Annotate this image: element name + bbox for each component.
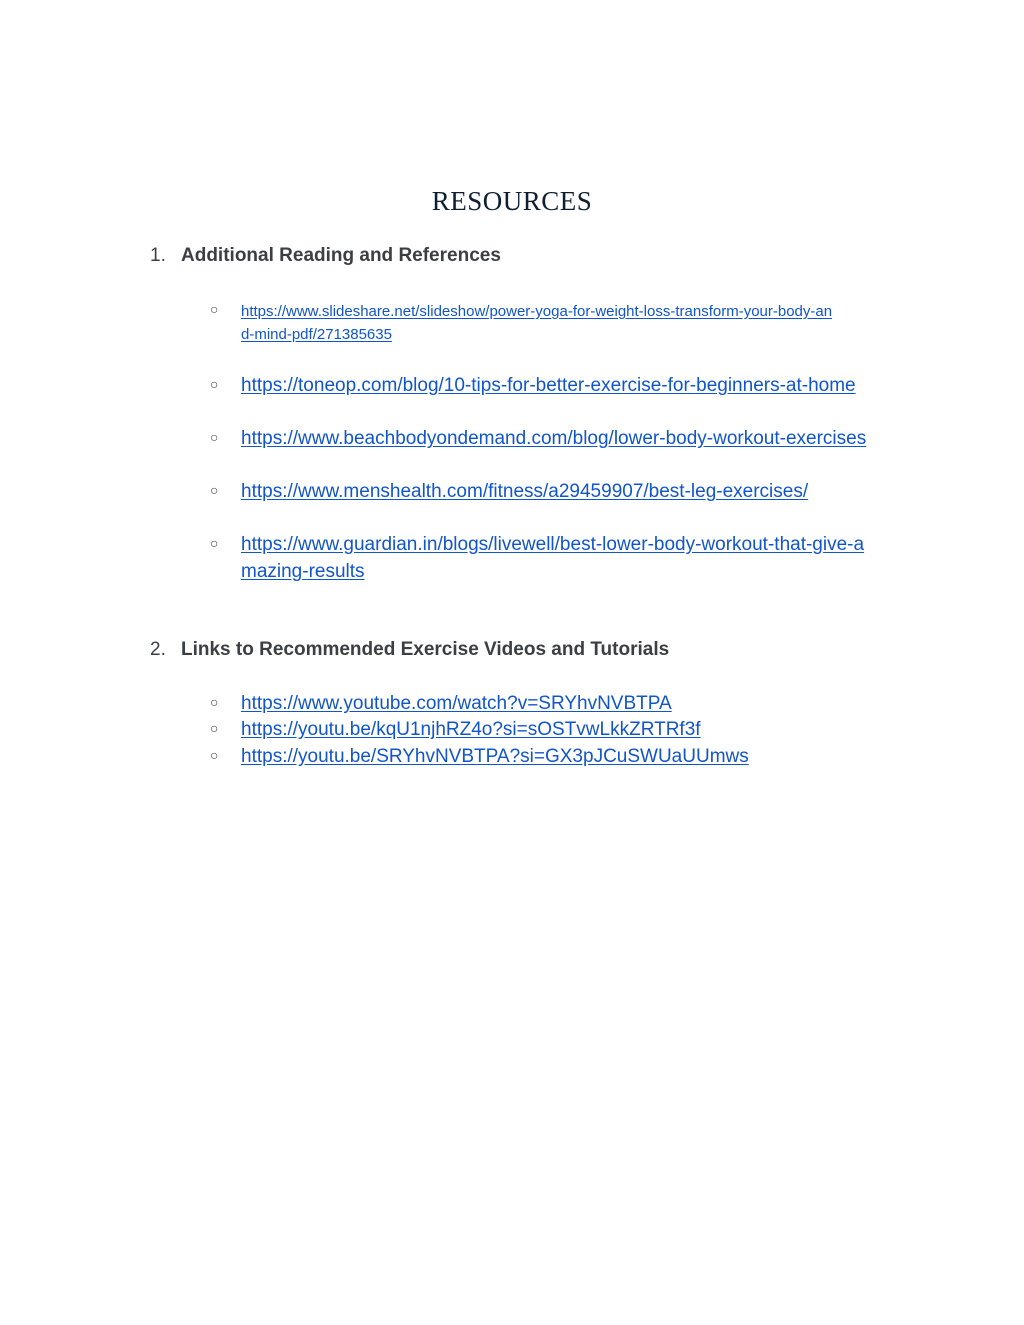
link-line: mazing-results — [241, 561, 365, 582]
section-number: 2. — [150, 639, 166, 660]
bullet-icon: ○ — [210, 301, 219, 317]
bullet-icon: ○ — [210, 429, 219, 445]
bullet-icon: ○ — [210, 720, 219, 736]
section-number: 1. — [150, 245, 166, 266]
section-heading-reading — [150, 245, 501, 267]
link-youtu-be-2[interactable]: https://youtu.be/SRYhvNVBTPA?si=GX3pJCuSWUaUUmws — [241, 746, 749, 767]
section-heading-videos — [150, 639, 669, 661]
link-youtu-be-1[interactable]: https://youtu.be/kqU1njhRZ4o?si=sOSTvwLkkZRTRf3f — [241, 719, 701, 740]
bullet-icon: ○ — [210, 694, 219, 710]
link-beachbody[interactable]: https://www.beachbodyondemand.com/blog/lower-body-workout-exercises — [241, 428, 867, 449]
page-title: RESOURCES — [431, 186, 593, 216]
link-menshealth[interactable]: https://www.menshealth.com/fitness/a29459907/best-leg-exercises/ — [241, 481, 809, 502]
bullet-icon: ○ — [210, 747, 219, 763]
bullet-icon: ○ — [210, 535, 219, 551]
link-line: https://www.slideshare.net/slideshow/power-yoga-for-weight-loss-transform-your-body-an — [241, 303, 833, 320]
section-label: Links to Recommended Exercise Videos and Tutorials — [181, 639, 670, 660]
link-line: d-mind-pdf/271385635 — [241, 326, 392, 343]
section-label: Additional Reading and References — [181, 245, 501, 266]
link-slideshare[interactable] — [241, 300, 904, 346]
link-guardian[interactable] — [241, 531, 904, 585]
bullet-icon: ○ — [210, 376, 219, 392]
bullet-icon: ○ — [210, 482, 219, 498]
link-toneop[interactable]: https://toneop.com/blog/10-tips-for-better-exercise-for-beginners-at-home — [241, 375, 856, 396]
link-line: https://www.guardian.in/blogs/livewell/best-lower-body-workout-that-give-a — [241, 534, 865, 555]
link-youtube-watch[interactable]: https://www.youtube.com/watch?v=SRYhvNVBTPA — [241, 693, 672, 714]
